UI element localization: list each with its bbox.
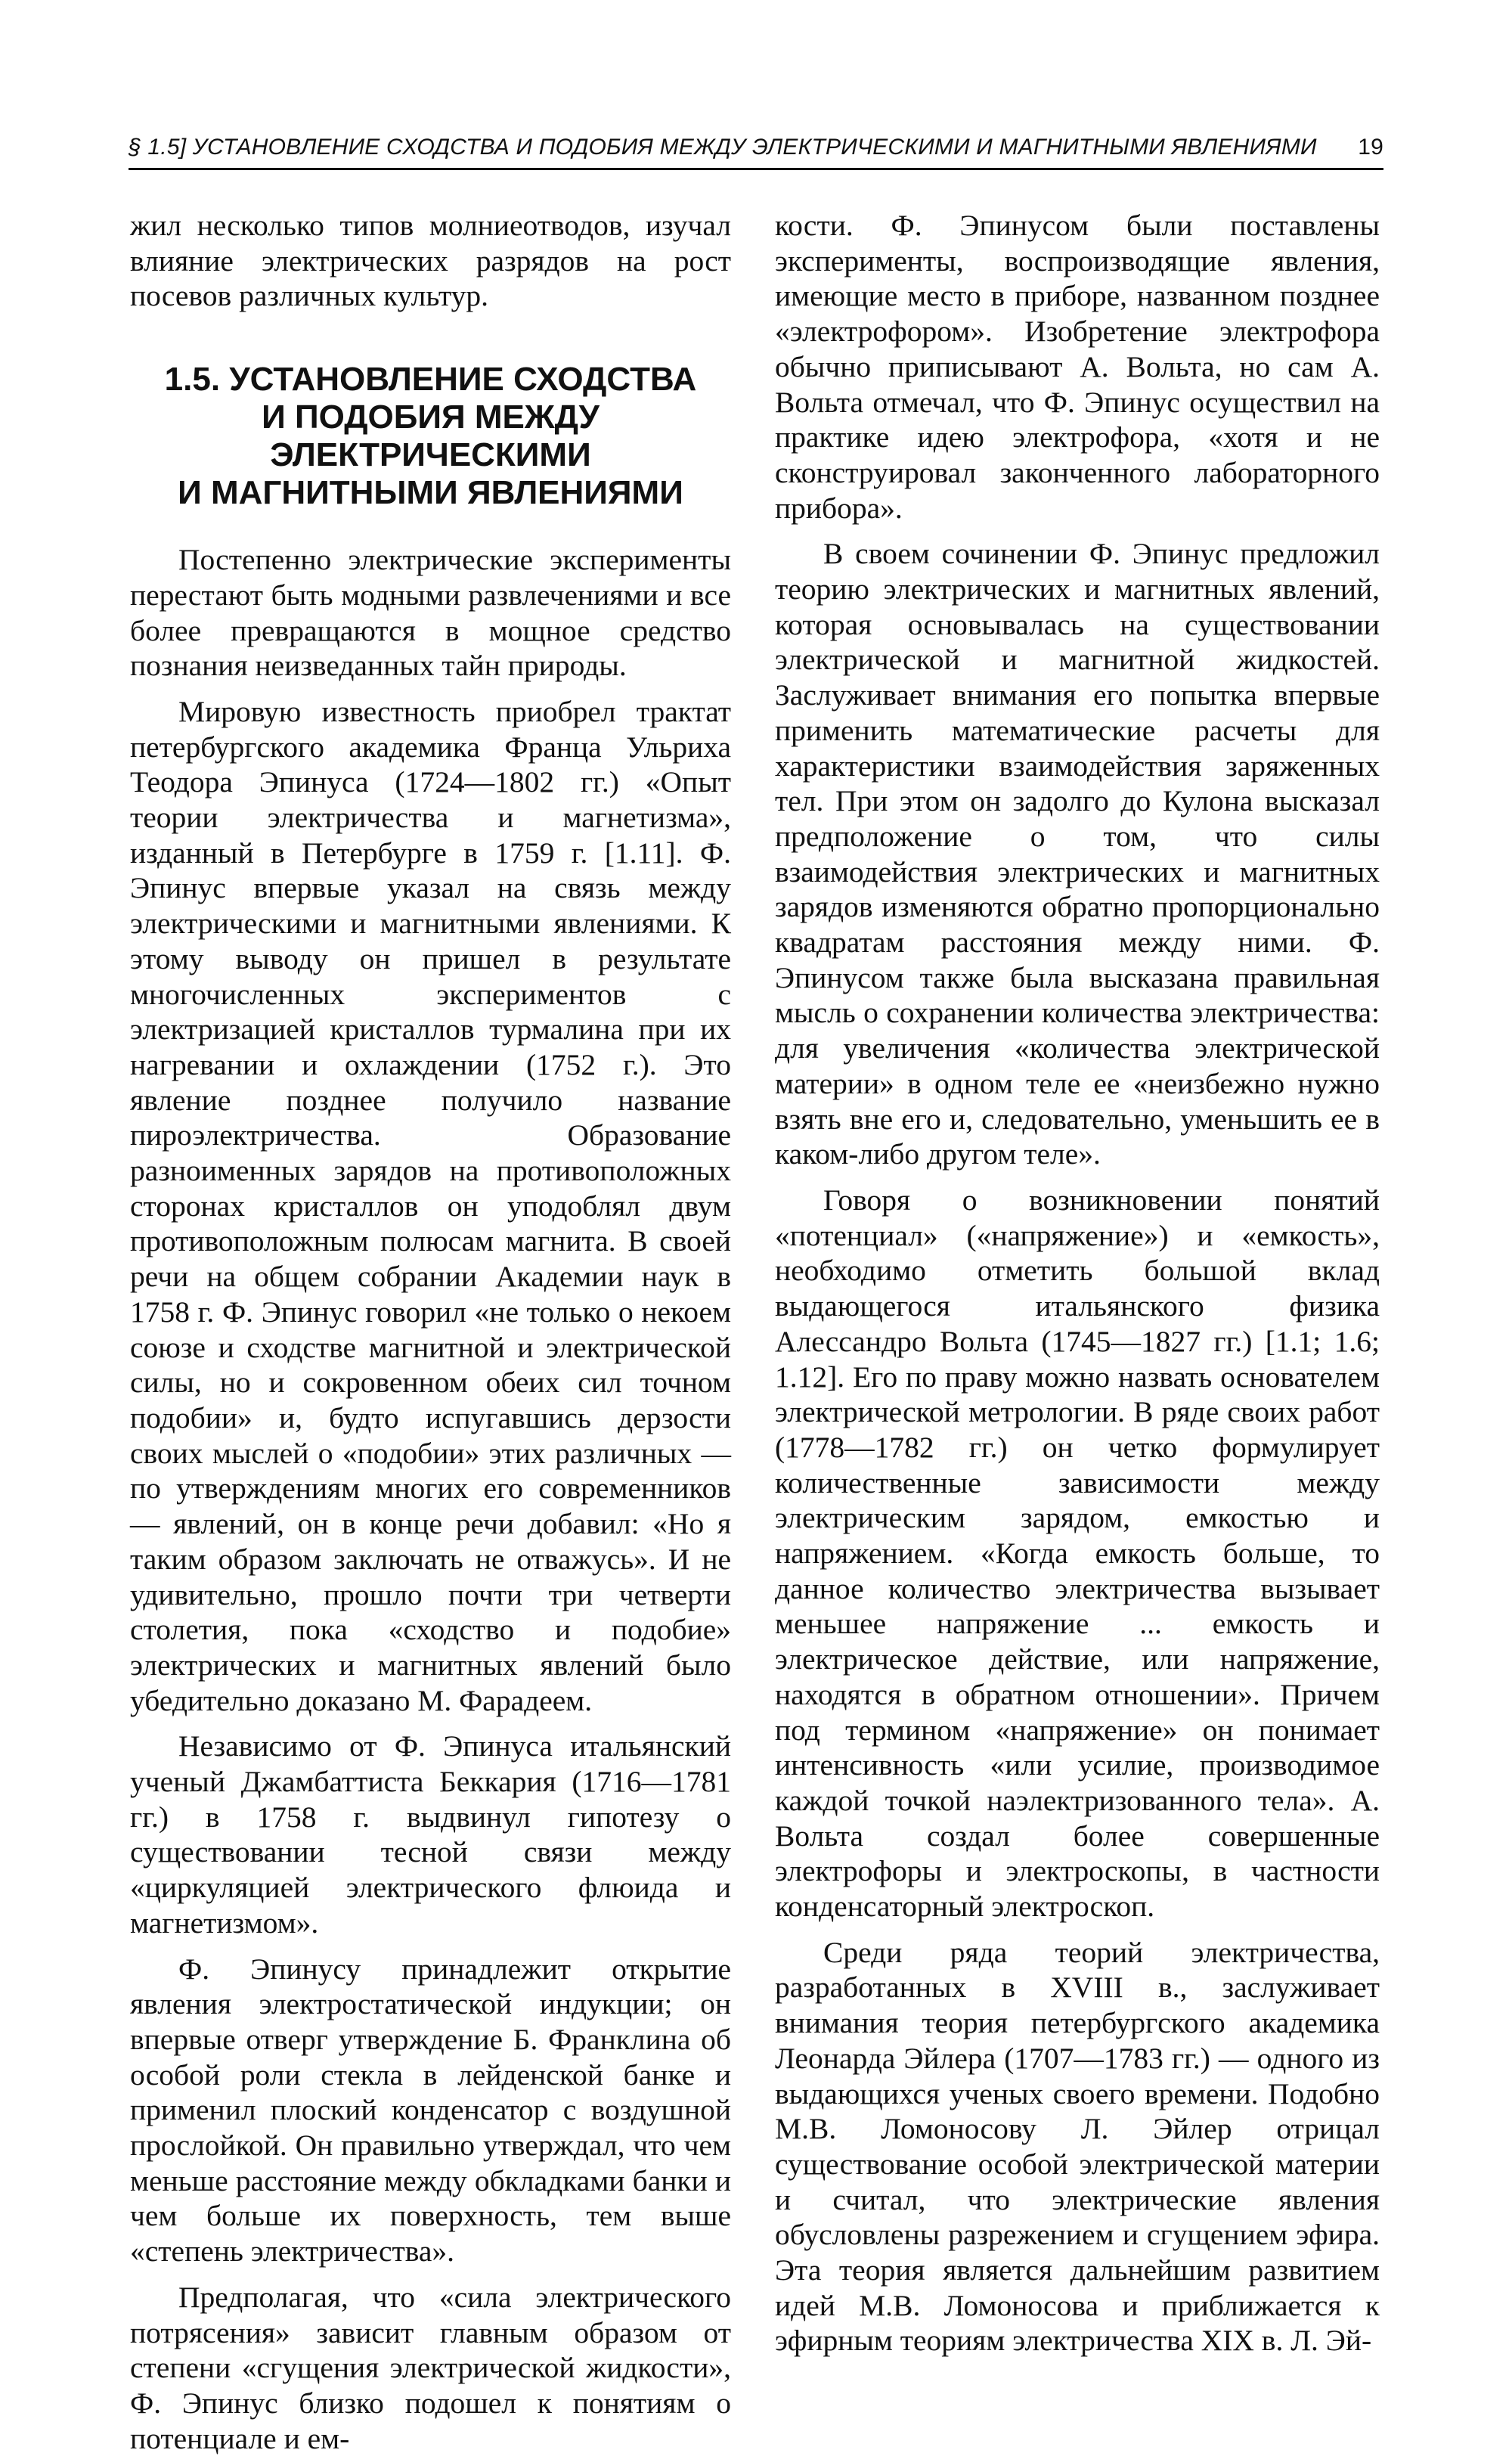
section-heading-line: 1.5. УСТАНОВЛЕНИЕ СХОДСТВА	[164, 361, 697, 398]
paragraph-continuation: жил несколько типов молниеотводов, изучал влияние электрических разрядов на рост посевов различных культур.	[130, 209, 731, 313]
section-heading	[130, 361, 731, 512]
running-title: § 1.5] УСТАНОВЛЕНИЕ СХОДСТВА И ПОДОБИЯ МЕЖДУ ЭЛЕКТРИЧЕСКИМИ И МАГНИТНЫМИ ЯВЛЕНИЯМИ	[129, 135, 1317, 160]
section-heading-line: И МАГНИТНЫМИ ЯВЛЕНИЯМИ	[178, 474, 683, 512]
paragraph: Говоря о возникновении понятий «потенциал» («напряжение») и «емкость», необходимо отметить большой вклад выдающегося итальянского физика Алессандро Вольта (1745—1827 гг.) [1.1; 1.6; 1.12]. Его по праву можно назвать основателем электрической метрологии. В ряде своих работ (1778—1782 гг.) он четко формулирует количественные зависимости между электрическим зарядом, емкостью и напряжением. «Когда емкость больше, то данное количество электричества вызывает меньшее напряжение ... емкость и электрическое действие, или напряжение, находятся в обратном отношении». Причем под термином «напряжение» он понимает интенсивность «или усилие, производимое каждой точкой наэлектризованного тела». А. Вольта создал более совершенные электрофоры и электроскопы, в частности конденсаторный электроскоп.	[775, 1183, 1380, 1924]
right-column	[775, 208, 1380, 2358]
paragraph: Мировую известность приобрел трактат петербургского академика Франца Ульриха Теодора Эпинуса (1724—1802 гг.) «Опыт теории электричества и магнетизма», изданный в Петербурге в 1759 г. [1.11]. Ф. Эпинус впервые указал на связь между электрическими и магнитными явлениями. К этому выводу он пришел в результате многочисленных экспериментов с электризацией кристаллов турмалина при их нагревании и охлаждении (1752 г.). Это явление позднее получило название пироэлектричества. Образование разноименных зарядов на противоположных сторонах кристаллов он уподоблял двум противоположным полюсам магнита. В своей речи на общем собрании Академии наук в 1758 г. Ф. Эпинус говорил «не только о некоем союзе и сходстве магнитной и электрической силы, но и сокровенном обеих сил точном подобии» и, будто испугавшись дерзости своих мыслей о «подобии» этих различных — по утверждениям многих его современников — явлений, он в конце речи добавил: «Но я таким образом заключать не отважусь». И не удивительно, прошло почти три четверти столетия, пока «сходство и подобие» электрических и магнитных явлений было убедительно доказано М. Фарадеем.	[130, 694, 731, 1717]
paragraph: В своем сочинении Ф. Эпинус предложил теорию электрических и магнитных явлений, которая основывалась на существовании электрической и магнитной жидкостей. Заслуживает внимания его попытка впервые применить математические расчеты для характеристики взаимодействия заряженных тел. При этом он задолго до Кулона высказал предположение о том, что силы взаимодействия электрических и магнитных зарядов изменяются обратно пропорционально квадратам расстояния между ними. Ф. Эпинусом также была высказана правильная мысль о сохранении количества электричества: для увеличения «количества электрической материи» в одном теле ее «неизбежно нужно взять вне его и, следовательно, уменьшить ее в каком-либо другом теле».	[775, 537, 1380, 1171]
section-heading-line: И ПОДОБИЯ МЕЖДУ ЭЛЕКТРИЧЕСКИМИ	[262, 398, 600, 474]
page-number: 19	[1358, 135, 1383, 160]
paragraph: Предполагая, что «сила электрического потрясения» зависит главным образом от степени «сгущения электрической жидкости», Ф. Эпинус близко подошел к понятиям о потенциале и ем-	[130, 2280, 731, 2455]
paragraph: Ф. Эпинусу принадлежит открытие явления электростатической индукции; он впервые отверг утверждение Б. Франклина об особой роли стекла в лейденской банке и применил плоский конденсатор с воздушной прослойкой. Он правильно утверждал, что чем меньше расстояние между обкладками банки и чем больше их поверхность, тем выше «степень электричества».	[130, 1952, 731, 2268]
paragraph: Независимо от Ф. Эпинуса итальянский ученый Джамбаттиста Беккария (1716—1781 гг.) в 1758 г. выдвинул гипотезу о существовании тесной связи между «циркуляцией электрического флюида и магнетизмом».	[130, 1729, 731, 1940]
left-column	[130, 208, 731, 2456]
running-head	[129, 135, 1383, 160]
header-rule	[129, 168, 1383, 170]
paragraph-continuation: кости. Ф. Эпинусом были поставлены эксперименты, воспроизводящие явления, имеющие место в приборе, названном позднее «электрофором». Изобретение электрофора обычно приписывают А. Вольта, но сам А. Вольта отмечал, что Ф. Эпинус осуществил на практике идею электрофора, «хотя и не сконструировал законченного лабораторного прибора».	[775, 209, 1380, 525]
paragraph: Постепенно электрические эксперименты перестают быть модными развлечениями и все более превращаются в мощное средство познания неизведанных тайн природы.	[130, 543, 731, 683]
paragraph: Среди ряда теорий электричества, разработанных в XVIII в., заслуживает внимания теория петербургского академика Леонарда Эйлера (1707—1783 гг.) — одного из выдающихся ученых своего времени. Подобно М.В. Ломоносову Л. Эйлер отрицал существование особой электрической материи и считал, что электрические явления обусловлены разрежением и сгущением эфира. Эта теория является дальнейшим развитием идей М.В. Ломоносова и приближается к эфирным теориям электричества XIX в. Л. Эй-	[775, 1935, 1380, 2358]
